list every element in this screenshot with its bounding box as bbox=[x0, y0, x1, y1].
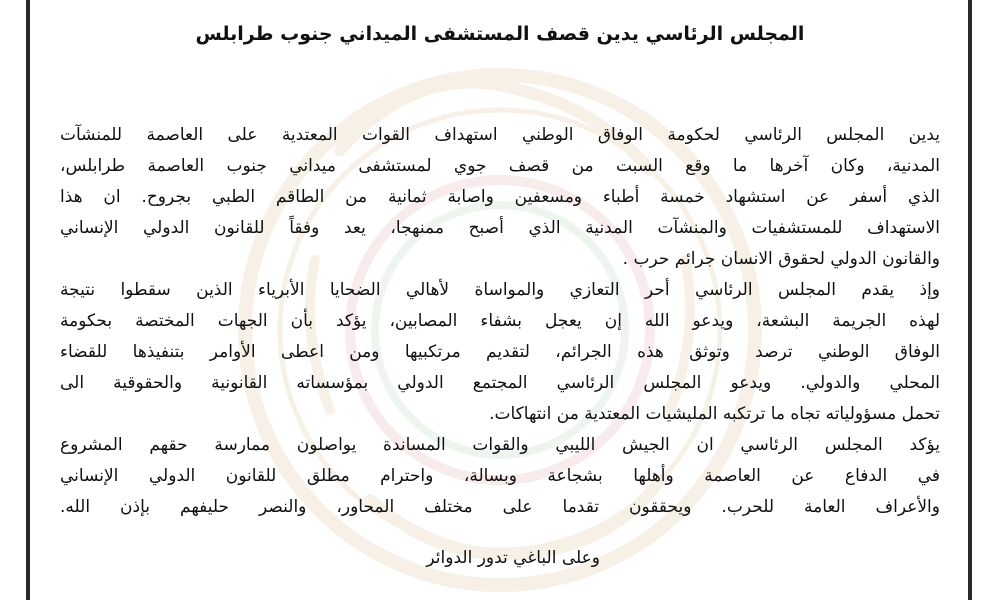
body-line: الوفاق الوطني ترصد وتوثق هذه الجرائم، لتقديم مرتكبيها ومن اعطى الأوامر بتنفيذها للقضاء bbox=[60, 342, 940, 362]
body-line: تحمل مسؤولياته تجاه ما ترتكبه المليشيات المعتدية من انتهاكات. bbox=[489, 404, 940, 424]
body-line: الاستهداف للمستشفيات والمنشآت المدنية الذي أصبح ممنهجا، يعد وفقاً للقانون الدولي الإنساني bbox=[60, 218, 940, 238]
body-line: يؤكد المجلس الرئاسي ان الجيش الليبي والقوات المساندة يواصلون ممارسة حقهم المشروع bbox=[60, 435, 940, 455]
body-line: والأعراف العامة للحرب. ويحققون تقدما على مختلف المحاور، والنصر حليفهم بإذن الله. bbox=[60, 497, 940, 517]
body-line: المدنية، وكان آخرها ما وقع السبت من قصف جوي لمستشفى ميداني جنوب العاصمة طرابلس، bbox=[60, 156, 940, 176]
right-border-line bbox=[968, 0, 972, 600]
body-line: لهذه الجريمة البشعة، ويدعو الله إن يعجل بشفاء المصابين، يؤكد بأن الجهات المختصة بحكومة bbox=[60, 311, 940, 331]
body-line: والقانون الدولي لحقوق الانسان جرائم حرب . bbox=[622, 249, 940, 269]
document-title: المجلس الرئاسي يدين قصف المستشفى الميداني جنوب طرابلس bbox=[195, 23, 805, 45]
document-body bbox=[60, 120, 940, 523]
body-line: وإذ يقدم المجلس الرئاسي أحر التعازي والمواساة لأهالي الضحايا الأبرياء الذين سقطوا نتيجة bbox=[60, 280, 940, 300]
body-line: في الدفاع عن العاصمة وأهلها بشجاعة وبسالة، واحترام مطلق للقانون الدولي الإنساني bbox=[60, 466, 940, 486]
closing-line: وعلى الباغي تدور الدوائر bbox=[426, 548, 600, 568]
document-content bbox=[60, 0, 940, 600]
left-border-line bbox=[26, 0, 30, 600]
body-line: الذي أسفر عن استشهاد خمسة أطباء ومسعفين واصابة ثمانية من الطاقم الطبي بجروح. ان هذا bbox=[60, 187, 940, 207]
body-line: المحلي والدولي. ويدعو المجلس الرئاسي المجتمع الدولي بمؤسساته القانونية والحقوقية الى bbox=[60, 373, 940, 393]
body-line: يدين المجلس الرئاسي لحكومة الوفاق الوطني استهداف القوات المعتدية على العاصمة للمنشآت bbox=[60, 125, 940, 145]
